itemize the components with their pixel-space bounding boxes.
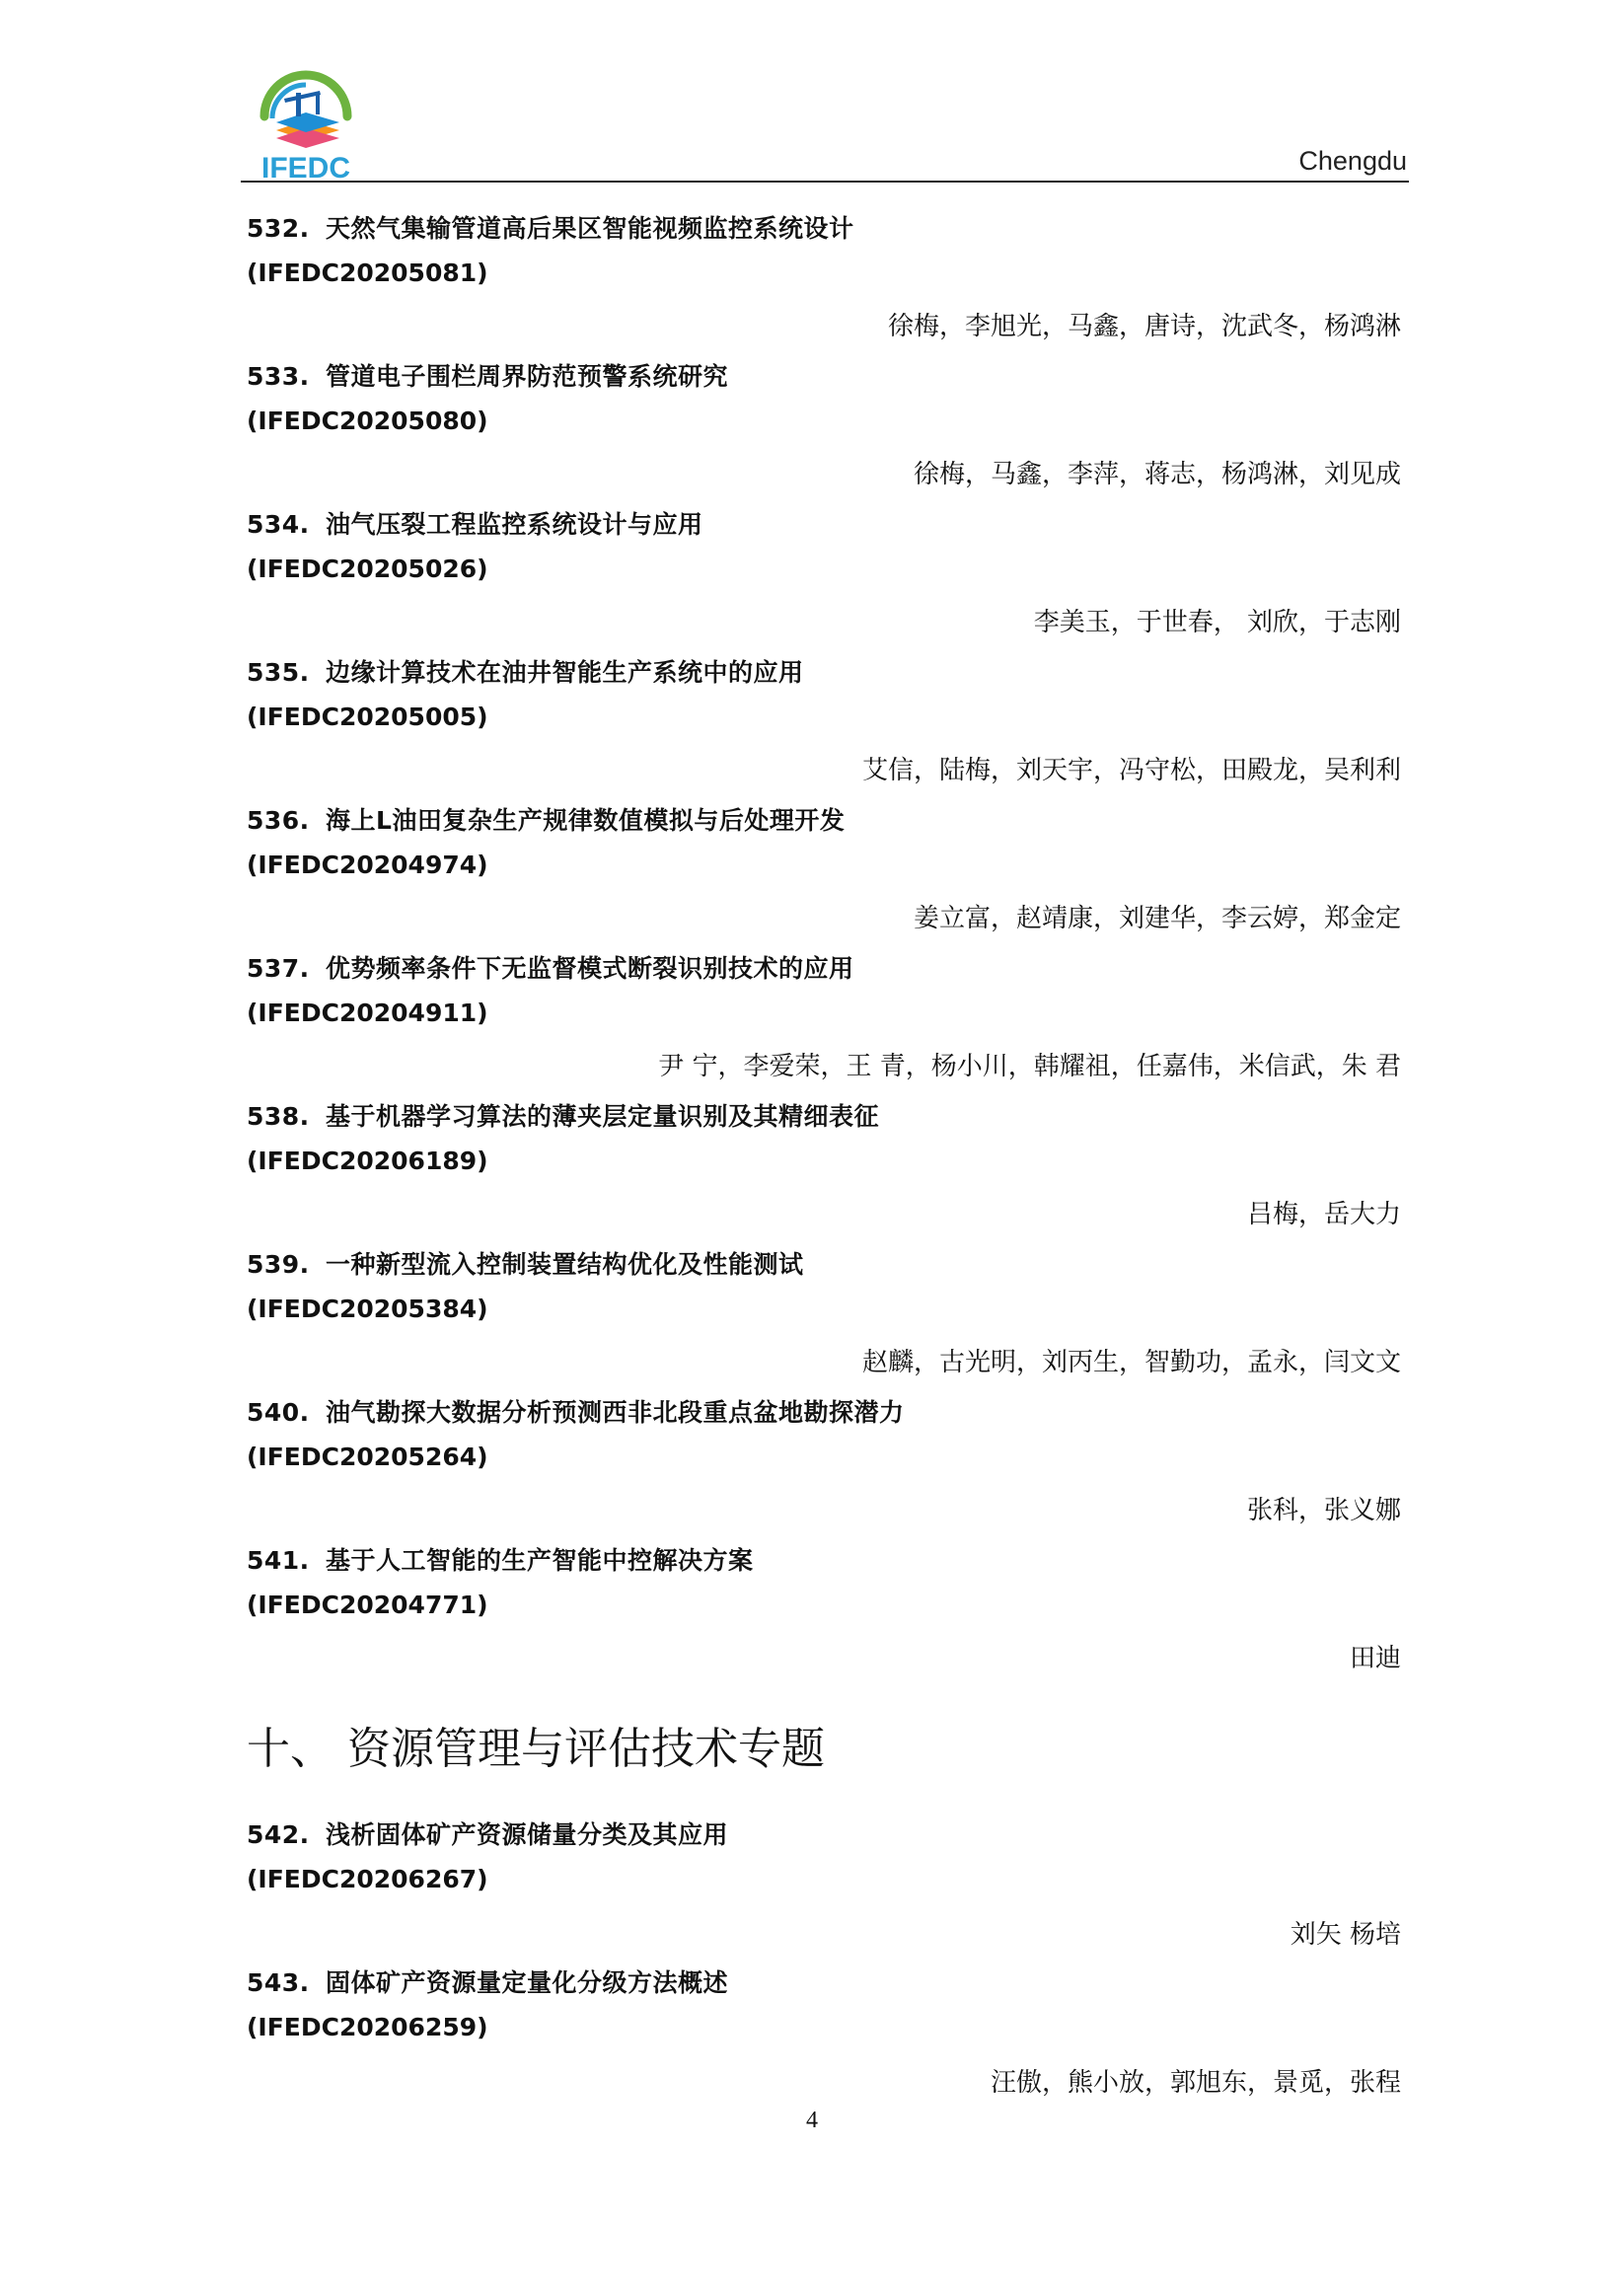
entry-title-text: 管道电子围栏周界防范预警系统研究 xyxy=(326,362,729,391)
section-heading: 十、 资源管理与评估技术专题 xyxy=(247,1724,825,1774)
entry-code: (IFEDC20205080) xyxy=(247,407,488,435)
entry-title xyxy=(247,1245,804,1281)
entry-authors: 徐梅，李旭光，马鑫，唐诗，沈武冬，杨鸿淋 xyxy=(887,312,1401,341)
entry-code: (IFEDC20206267) xyxy=(247,1865,488,1893)
entry-authors: 刘矢 杨培 xyxy=(1290,1920,1401,1950)
entry-number: 532. xyxy=(247,214,310,243)
entry-title xyxy=(247,1815,728,1851)
entry-title xyxy=(247,949,854,985)
entry-code: (IFEDC20204911) xyxy=(247,999,488,1027)
entry-authors: 徐梅，马鑫，李萍，蒋志，杨鸿淋，刘见成 xyxy=(913,460,1401,489)
header-divider xyxy=(241,181,1409,183)
entry-authors: 田迪 xyxy=(1349,1644,1401,1673)
entry-code: (IFEDC20206259) xyxy=(247,2013,488,2041)
entry-code: (IFEDC20205384) xyxy=(247,1295,488,1323)
entry-code: (IFEDC20204974) xyxy=(247,851,488,879)
entry-title xyxy=(247,653,804,689)
entry-number: 538. xyxy=(247,1102,310,1131)
entry-number: 535. xyxy=(247,658,310,687)
entry-code: (IFEDC20206189) xyxy=(247,1147,488,1175)
entry-title xyxy=(247,1541,754,1577)
page-number: 4 xyxy=(806,2108,818,2133)
entry-number: 543. xyxy=(247,1968,310,1997)
entry-number: 534. xyxy=(247,510,310,539)
entry-code: (IFEDC20204771) xyxy=(247,1591,488,1619)
entry-authors: 张科，张义娜 xyxy=(1246,1496,1401,1525)
entry-title xyxy=(247,505,703,541)
entry-authors: 艾信，陆梅，刘天宇，冯守松，田殿龙，吴利利 xyxy=(861,756,1401,785)
entry-title-text: 海上L油田复杂生产规律数值模拟与后处理开发 xyxy=(326,806,846,835)
entry-number: 539. xyxy=(247,1250,310,1279)
entry-title xyxy=(247,801,845,837)
entry-title-text: 油气勘探大数据分析预测西非北段重点盆地勘探潜力 xyxy=(326,1398,905,1427)
entry-number: 537. xyxy=(247,954,310,983)
ifedc-logo xyxy=(237,47,375,185)
entry-title-text: 边缘计算技术在油井智能生产系统中的应用 xyxy=(326,658,804,687)
entry-authors: 姜立富，赵靖康，刘建华，李云婷，郑金定 xyxy=(913,904,1401,933)
entry-title-text: 基于机器学习算法的薄夹层定量识别及其精细表征 xyxy=(326,1102,880,1131)
entry-code: (IFEDC20205264) xyxy=(247,1443,488,1471)
entry-title-text: 油气压裂工程监控系统设计与应用 xyxy=(326,510,703,539)
entry-code: (IFEDC20205005) xyxy=(247,703,488,731)
entry-number: 533. xyxy=(247,362,310,391)
entry-number: 536. xyxy=(247,806,310,835)
entry-title-text: 固体矿产资源量定量化分级方法概述 xyxy=(326,1968,729,1997)
entry-number: 541. xyxy=(247,1546,310,1575)
entry-number: 540. xyxy=(247,1398,310,1427)
entry-authors: 尹 宁，李爱荣，王 青，杨小川，韩耀祖，任嘉伟，米信武，朱 君 xyxy=(658,1052,1401,1081)
logo-text: IFEDC xyxy=(261,152,350,185)
entry-title-text: 浅析固体矿产资源储量分类及其应用 xyxy=(326,1820,729,1849)
entry-title xyxy=(247,1393,905,1429)
entry-authors: 汪傲，熊小放，郭旭东，景觅，张程 xyxy=(990,2068,1401,2098)
entry-title xyxy=(247,1097,879,1133)
header-city: Chengdu xyxy=(1298,146,1407,176)
entry-title xyxy=(247,1963,728,1999)
entry-title-text: 优势频率条件下无监督模式断裂识别技术的应用 xyxy=(326,954,854,983)
entry-code: (IFEDC20205026) xyxy=(247,555,488,583)
entry-title xyxy=(247,357,728,393)
entry-title-text: 天然气集输管道高后果区智能视频监控系统设计 xyxy=(326,214,854,243)
entry-title-text: 一种新型流入控制装置结构优化及性能测试 xyxy=(326,1250,804,1279)
entry-title-text: 基于人工智能的生产智能中控解决方案 xyxy=(326,1546,754,1575)
entry-code: (IFEDC20205081) xyxy=(247,259,488,287)
entry-authors: 吕梅，岳大力 xyxy=(1246,1200,1401,1229)
entry-authors: 赵麟，古光明，刘丙生，智勤功，孟永，闫文文 xyxy=(861,1348,1401,1377)
entry-title xyxy=(247,209,854,245)
entry-number: 542. xyxy=(247,1820,310,1849)
entry-authors: 李美玉，于世春， 刘欣，于志刚 xyxy=(1033,608,1401,637)
